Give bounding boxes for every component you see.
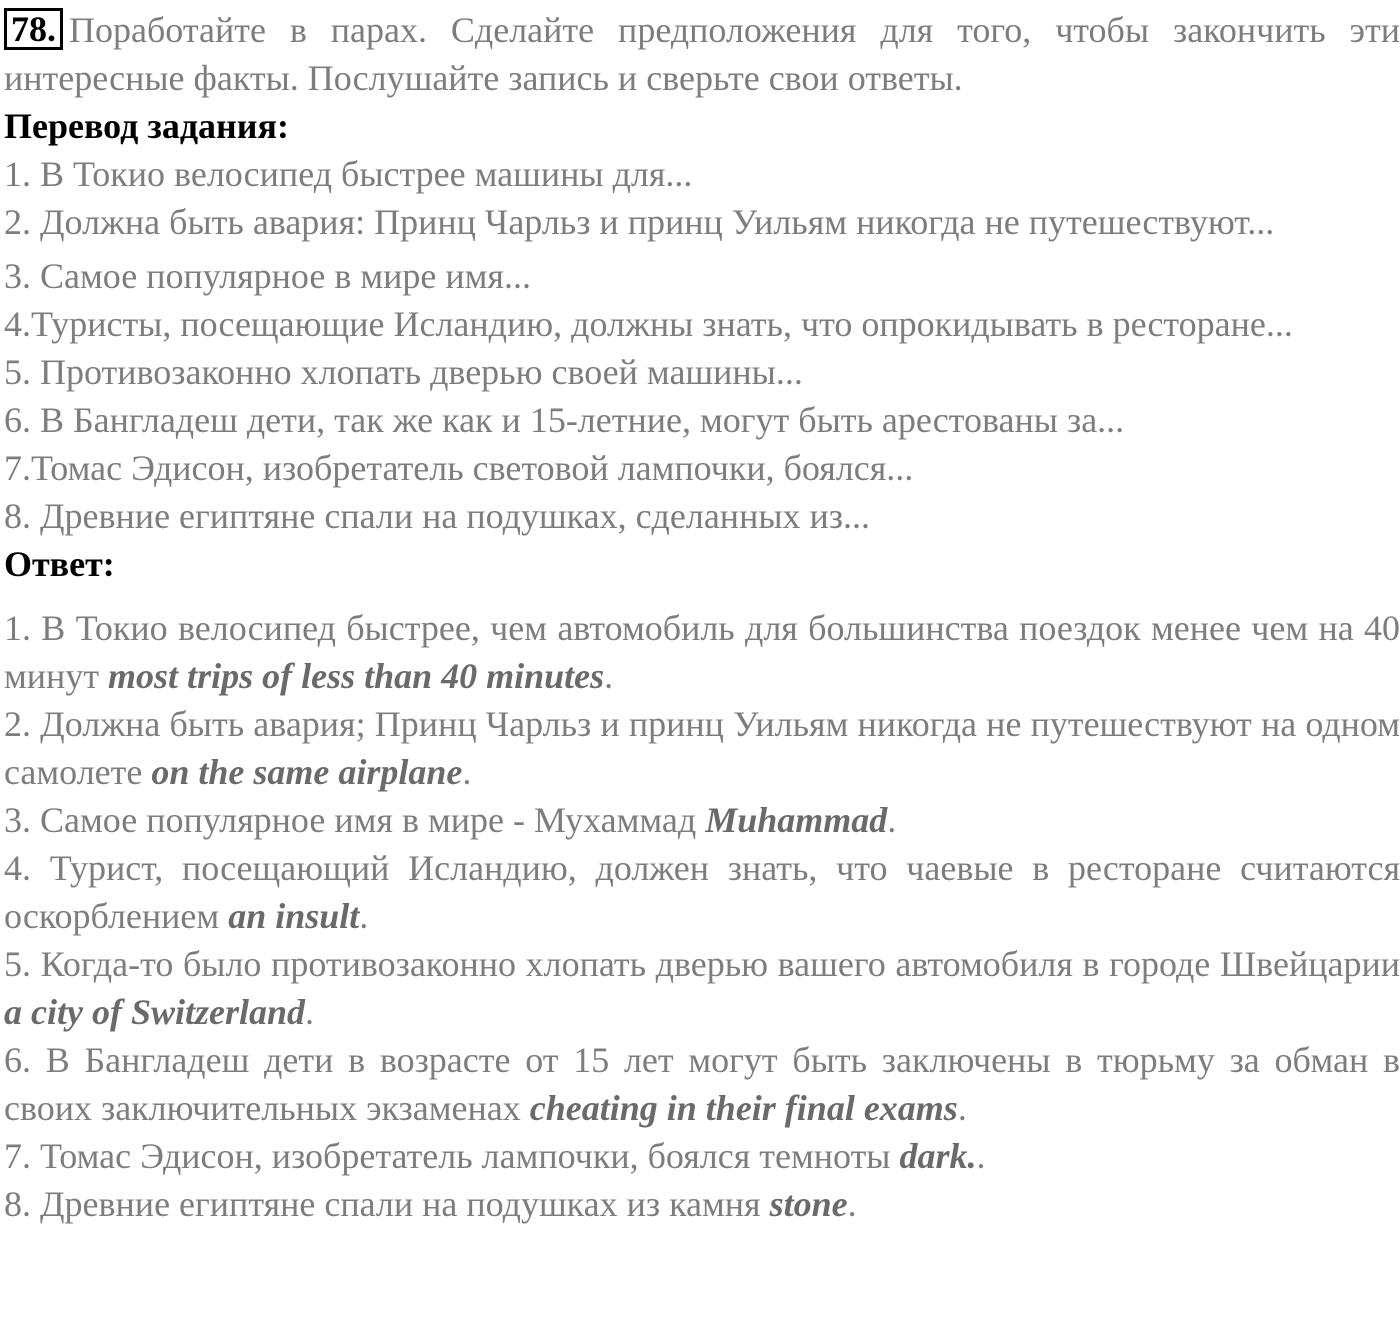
answer-tail: . xyxy=(847,1184,857,1224)
answer-ru-text: 4. Турист, посещающий Исландию, должен знать, что чаевые в ресторане считаются оскорблением xyxy=(4,848,1400,936)
translation-item-5: 5. Противозаконно хлопать дверью своей машины... xyxy=(4,352,803,392)
answer-tail: . xyxy=(462,752,472,792)
answer-tail: . xyxy=(957,1088,967,1128)
answer-ru-text: 5. Когда-то было противозаконно хлопать дверью вашего автомобиля в городе Швейцарии xyxy=(4,944,1400,984)
answer-en-text: dark. xyxy=(899,1136,977,1176)
answer-item-1 xyxy=(4,604,1400,700)
answer-en-text: on the same airplane xyxy=(151,752,463,792)
translation-item-4: 4.Туристы, посещающие Исландию, должны знать, что опрокидывать в ресторане... xyxy=(4,304,1293,344)
translation-item-1: 1. В Токио велосипед быстрее машины для... xyxy=(4,154,693,194)
answer-ru-text: 3. Самое популярное имя в мире - Мухаммад xyxy=(4,800,706,840)
translation-item-8: 8. Древние египтяне спали на подушках, сделанных из... xyxy=(4,496,871,536)
answer-heading: Ответ: xyxy=(4,544,115,584)
answer-tail: . xyxy=(976,1136,986,1176)
answer-item-4 xyxy=(4,844,1400,940)
answer-en-text: cheating in their final exams xyxy=(529,1088,958,1128)
answer-item-2 xyxy=(4,700,1400,796)
answer-item-3 xyxy=(4,796,1400,844)
answer-ru-text: 8. Древние египтяне спали на подушках из камня xyxy=(4,1184,770,1224)
answer-item-6 xyxy=(4,1036,1400,1132)
answer-ru-text: 7. Томас Эдисон, изобретатель лампочки, боялся темноты xyxy=(4,1136,900,1176)
answer-ru-text: 1. В Токио велосипед быстрее, чем автомобиль для большинства поездок менее чем на 40 минут xyxy=(4,608,1400,696)
task-intro-text: Поработайте в парах. Сделайте предположения для того, чтобы закончить эти интересные факты. Послушайте запись и сверьте свои ответы. xyxy=(4,10,1400,98)
translation-heading: Перевод задания: xyxy=(4,106,289,146)
translation-item-6: 6. В Бангладеш дети, так же как и 15-летние, могут быть арестованы за... xyxy=(4,400,1125,440)
translation-item-7: 7.Томас Эдисон, изобретатель световой лампочки, боялся... xyxy=(4,448,914,488)
answer-en-text: most trips of less than 40 minutes xyxy=(108,656,605,696)
answer-tail: . xyxy=(305,992,315,1032)
answer-ru-text: 2. Должна быть авария; Принц Чарльз и принц Уильям никогда не путешествуют на одном самолете xyxy=(4,704,1400,792)
task-intro xyxy=(4,6,1400,102)
answer-tail: . xyxy=(887,800,897,840)
answer-ru-text: 6. В Бангладеш дети в возрасте от 15 лет могут быть заключены в тюрьму за обман в своих заключительных экзаменах xyxy=(4,1040,1400,1128)
answer-tail: . xyxy=(359,896,369,936)
answer-en-text: an insult xyxy=(228,896,360,936)
answer-item-8 xyxy=(4,1180,1400,1228)
answer-en-text: Muhammad xyxy=(705,800,888,840)
answer-item-7 xyxy=(4,1132,1400,1180)
translation-item-3: 3. Самое популярное в мире имя... xyxy=(4,256,531,296)
answer-item-5 xyxy=(4,940,1400,1036)
translation-item-2: 2. Должна быть авария: Принц Чарльз и принц Уильям никогда не путешествуют... xyxy=(4,202,1275,242)
answer-en-text: a city of Switzerland xyxy=(4,992,306,1032)
answer-tail: . xyxy=(604,656,614,696)
task-number: 78. xyxy=(4,8,63,50)
answer-en-text: stone xyxy=(769,1184,848,1224)
